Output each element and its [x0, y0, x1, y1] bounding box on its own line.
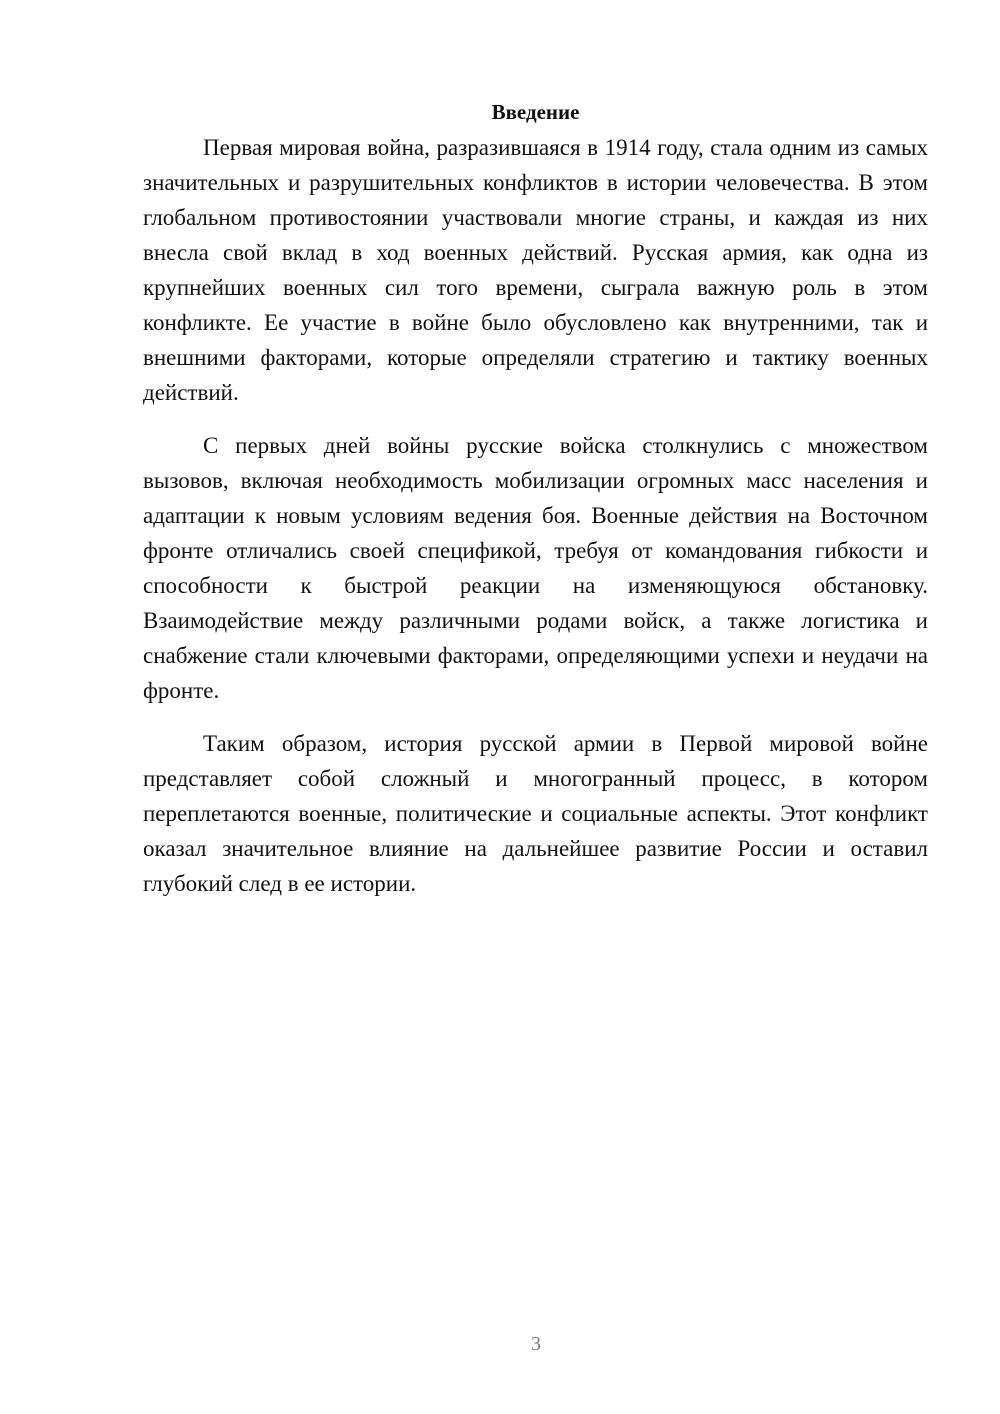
paragraph-2: С первых дней войны русские войска столкнулись с множеством вызовов, включая необходимость мобилизации огромных масс населения и адаптации к новым условиям ведения боя. Военные действия на Восточном фронте отличались своей спецификой, требуя от командования гибкости и способности к быстрой реакции на изменяющуюся обстановку. Взаимодействие между различными родами войск, а также логистика и снабжение стали ключевыми факторами, определяющими успехи и неудачи на фронте. — [143, 433, 928, 703]
paragraph-3: Таким образом, история русской армии в Первой мировой войне представляет собой сложный и многогранный процесс, в котором переплетаются военные, политические и социальные аспекты. Этот конфликт оказал значительное влияние на дальнейшее развитие России и оставил глубокий след в ее истории. — [143, 731, 928, 896]
page-number: 3 — [531, 1333, 541, 1355]
paragraph-1: Первая мировая война, разразившаяся в 1914 году, стала одним из самых значительных и разрушительных конфликтов в истории человечества. В этом глобальном противостоянии участвовали многие страны, и каждая из них внесла свой вклад в ход военных действий. Русская армия, как одна из крупнейших военных сил того времени, сыграла важную роль в этом конфликте. Ее участие в войне было обусловлено как внутренними, так и внешними факторами, которые определяли стратегию и тактику военных действий. — [143, 135, 928, 405]
page-content — [143, 96, 928, 919]
section-heading: Введение — [491, 100, 580, 124]
